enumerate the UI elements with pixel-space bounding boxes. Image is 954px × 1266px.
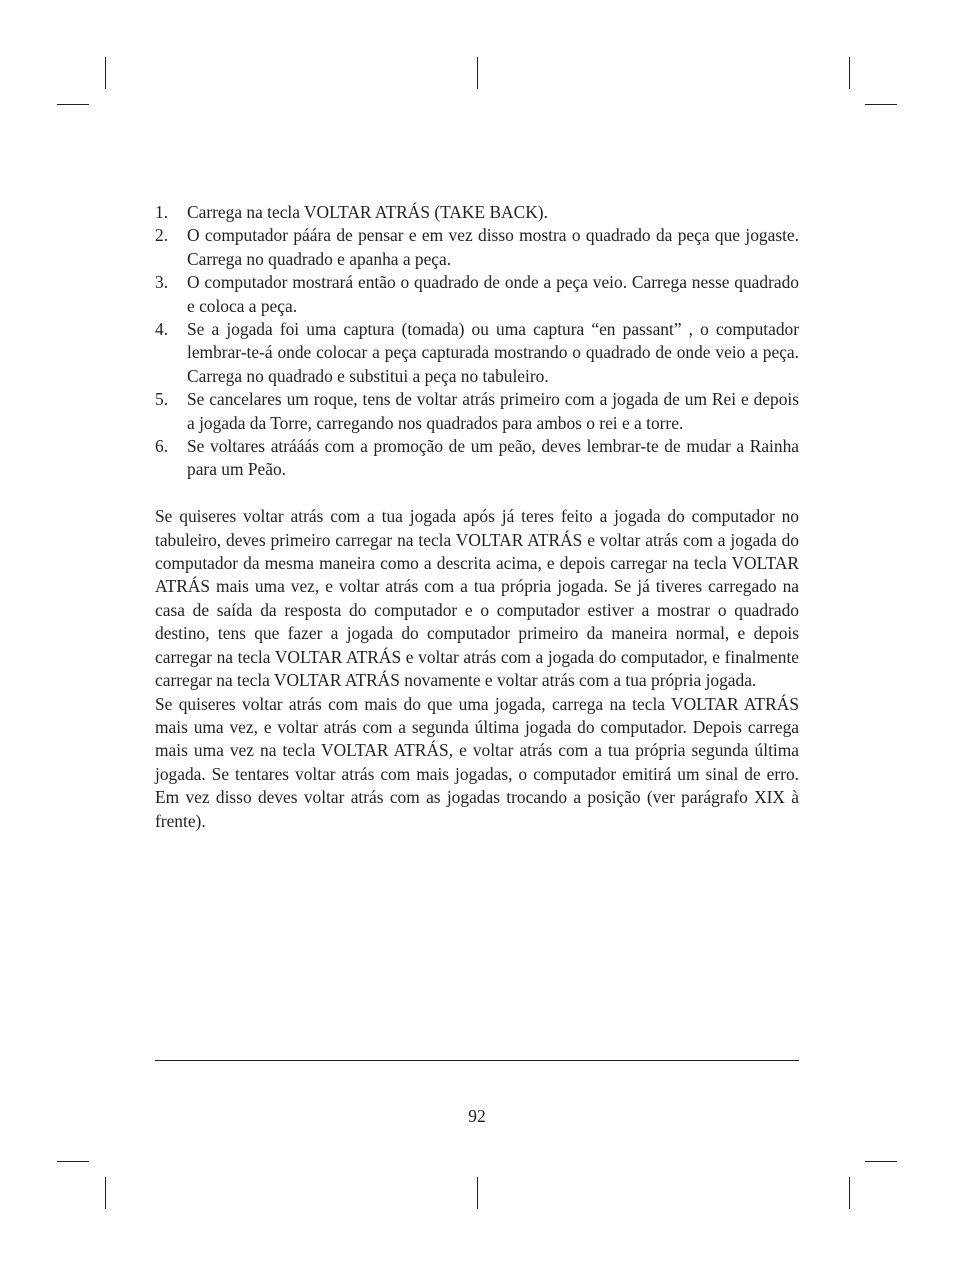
crop-mark-top-right-horizontal [865, 104, 897, 105]
crop-mark-top-center [477, 57, 478, 89]
list-item-number: 3. [155, 272, 169, 293]
crop-mark-top-left-vertical [105, 57, 106, 89]
page-body [155, 201, 799, 833]
crop-mark-top-left-horizontal [57, 104, 89, 105]
paragraph-takeback-multiple-moves: Se quiseres voltar atrás com mais do que uma jogada, carrega na tecla VOLTAR ATRÁS mais uma vez, e voltar atrás com a segunda última jogada do computador. Depois carrega mais uma vez na tecla VOLTAR ATRÁS, e voltar atrás com a tua própria segunda última jogada. Se tentares voltar atrás com mais jogadas, o computador emitirá um sinal de erro. Em vez disso deves voltar atrás com as jogadas trocando a posição (ver parágrafo XIX à frente). [155, 693, 799, 831]
crop-mark-bottom-left-horizontal [57, 1161, 89, 1162]
list-item [155, 201, 799, 224]
takeback-steps-list [155, 201, 799, 482]
crop-mark-top-right-vertical [849, 57, 850, 89]
list-item-text: Se voltares atrááás com a promoção de um peão, deves lembrar-te de mudar a Rainha para um Peão. [187, 436, 799, 480]
crop-mark-bottom-right-horizontal [865, 1161, 897, 1162]
list-item-number: 6. [155, 436, 169, 457]
list-item-number: 1. [155, 202, 169, 222]
list-item [155, 271, 799, 318]
list-item-text: Se a jogada foi uma captura (tomada) ou uma captura “en passant” , o computador lembrar-te-á onde colocar a peça capturada mostrando o quadrado de onde veio a peça. Carrega no quadrado e substitui a peça no tabuleiro. [187, 319, 799, 386]
list-item-text: Carrega na tecla VOLTAR ATRÁS (TAKE BACK). [187, 202, 548, 222]
list-item [155, 435, 799, 482]
list-item-number: 5. [155, 389, 169, 410]
paragraph-takeback-after-computer-move: Se quiseres voltar atrás com a tua jogada após já teres feito a jogada do computador no tabuleiro, deves primeiro carregar na tecla VOLTAR ATRÁS e voltar atrás com a jogada do computador da mesma maneira como a descrita acima, e depois carregar na tecla VOLTAR ATRÁS mais uma vez, e voltar atrás com a tua própria jogada. Se já tiveres carregado na casa de saída da resposta do computador e o computador estiver a mostrar o quadrado destino, tens que fazer a jogada do computador primeiro da maneira normal, e depois carregar na tecla VOLTAR ATRÁS e voltar atrás com a jogada do computador, e finalmente carregar na tecla VOLTAR ATRÁS novamente e voltar atrás com a tua própria jogada. [155, 506, 799, 691]
list-item-number: 2. [155, 225, 169, 246]
list-item [155, 224, 799, 271]
list-item-text: O computador mostrará então o quadrado de onde a peça veio. Carrega nesse quadrado e coloca a peça. [187, 272, 799, 316]
list-item-text: Se cancelares um roque, tens de voltar atrás primeiro com a jogada de um Rei e depois a jogada da Torre, carregando nos quadrados para ambos o rei e a torre. [187, 389, 799, 433]
list-item [155, 318, 799, 388]
list-item [155, 388, 799, 435]
crop-mark-bottom-left-vertical [105, 1177, 106, 1209]
footer-rule [155, 1060, 799, 1061]
crop-mark-bottom-right-vertical [849, 1177, 850, 1209]
crop-mark-bottom-center [477, 1177, 478, 1209]
page-number: 92 [468, 1106, 486, 1126]
list-item-number: 4. [155, 319, 169, 340]
list-item-text: O computador páára de pensar e em vez disso mostra o quadrado da peça que jogaste. Carrega no quadrado e apanha a peça. [187, 225, 799, 269]
